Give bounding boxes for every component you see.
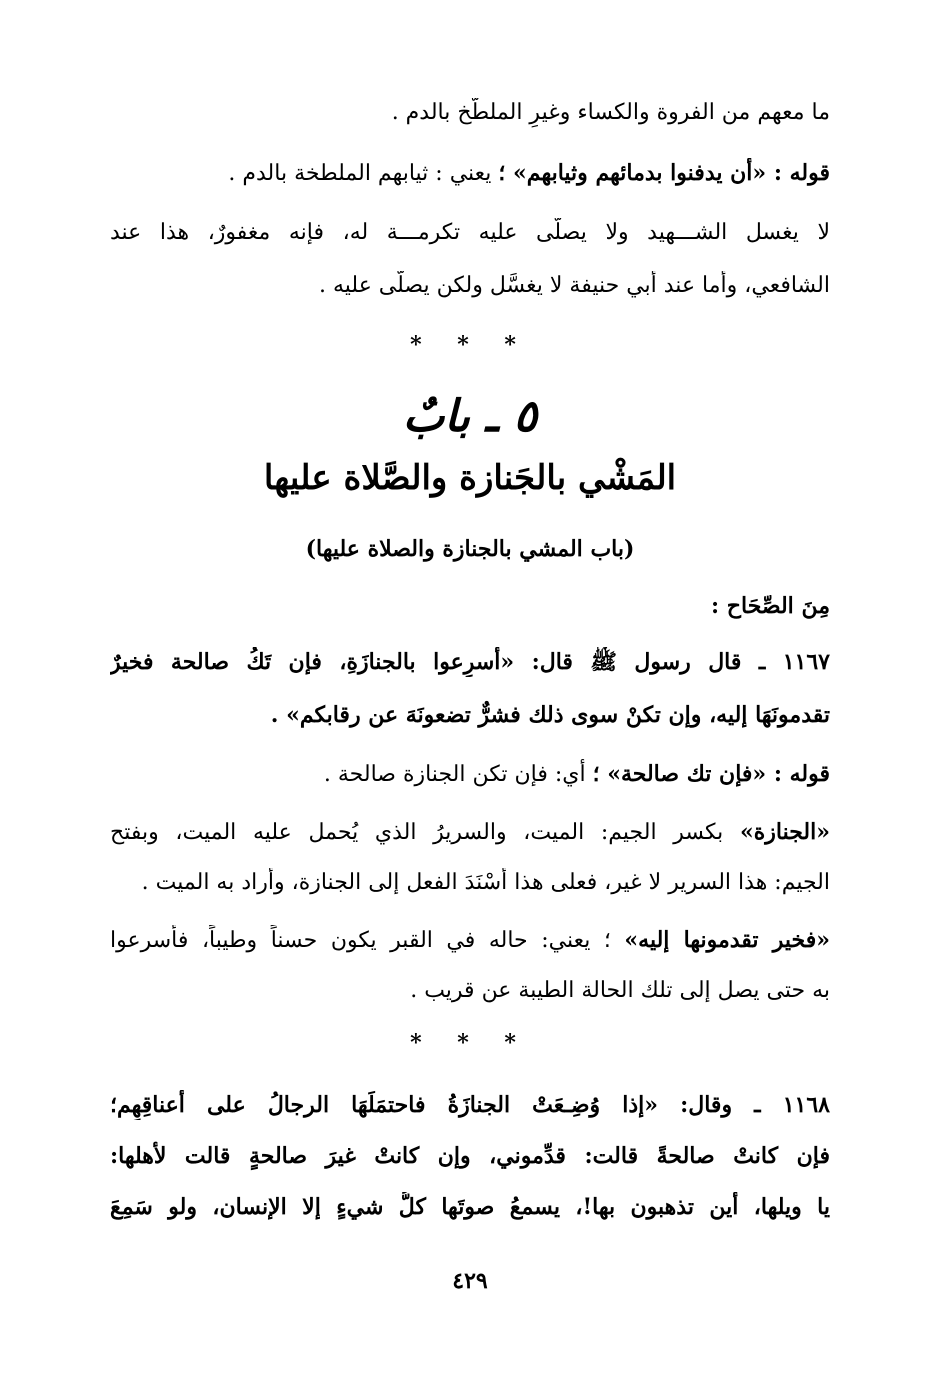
quoted-phrase: قوله : «فإن تك صالحة» ؛ [592,761,830,787]
hadith-1168-line: فإن كانتْ صالحةً قالت: قدِّموني، وإن كانتْ غيرَ صالحةٍ قالت لأهلها: [110,1143,830,1169]
hadith-1168-line: يا ويلها، أين تذهبون بها!، يسمعُ صوتَها كلُّ شيءٍ إلا الإنسان، ولو سَمِعَ [110,1194,830,1220]
commentary-text: يعني : ثيابهم الملطخة بالدم . [228,161,499,186]
section-heading: مِنَ الصِّحَاح : [711,593,830,619]
text-line [110,759,830,790]
section-divider: * * * [410,332,530,358]
commentary-text: أي: فإن تكن الجنازة صالحة . [323,762,593,787]
text-line: ما معهم من الفروة والكساء وغيرِ الملطَّخ بالدم . [391,100,830,125]
text-line: الشافعي، وأما عند أبي حنيفة لا يغسَّل ولكن يصلَّى عليه . [318,273,830,298]
text-line [110,158,830,189]
quoted-phrase: «فخير تقدمونها إليه» [624,927,830,953]
chapter-title: المَشْي بالجَنازة والصَّلاة عليها [263,458,677,498]
commentary-text: بكسر الجيم: الميت، والسريرُ الذي يُحمل عليه الميت، وبفتح [110,820,740,845]
text-line [110,925,830,956]
hadith-1167-line: تقدمونَهَا إليه، وإن تكنْ سوى ذلك فشرٌّ تضعونَهَ عن رقابكم» . [270,702,830,728]
text-line [110,817,830,848]
chapter-subtitle: (باب المشي بالجنازة والصلاة عليها) [305,536,635,562]
chapter-number: ٥ ـ بابٌ [402,391,538,442]
commentary-text: ؛ يعني: حاله في القبر يكون حسناً وطيباً، فأسرعوا [110,928,625,953]
section-divider: * * * [410,1030,530,1056]
page-number: ٤٢٩ [452,1268,488,1294]
hadith-1168-line: ١١٦٨ ـ وقال: «إذا وُضِـعَتْ الجنازَةُ فاحتمَلَهَا الرجالُ على أعناقِهِم؛ [110,1092,830,1118]
text-line: لا يغسل الشـــهيد ولا يصلَّى عليه تكرمـــة له، فإنه مغفورٌ، هذا عند [110,220,830,245]
text-line: به حتى يصل إلى تلك الحالة الطيبة عن قريب . [410,978,830,1003]
quoted-phrase: «الجنازة» [739,819,830,845]
hadith-1167-line: ١١٦٧ ـ قال رسول ﷺ قال: «أَسرِعوا بالجنازَةِ، فإن تَكُ صالحة فخيرٌ [110,649,830,675]
quoted-phrase: قوله : «أن يدفنوا بدمائهم وثيابهم» ؛ [498,160,830,186]
text-line: الجيم: هذا السرير لا غير، فعلى هذا أَسْنَدَ الفعل إلى الجنازة، وأراد به الميت . [141,870,830,895]
